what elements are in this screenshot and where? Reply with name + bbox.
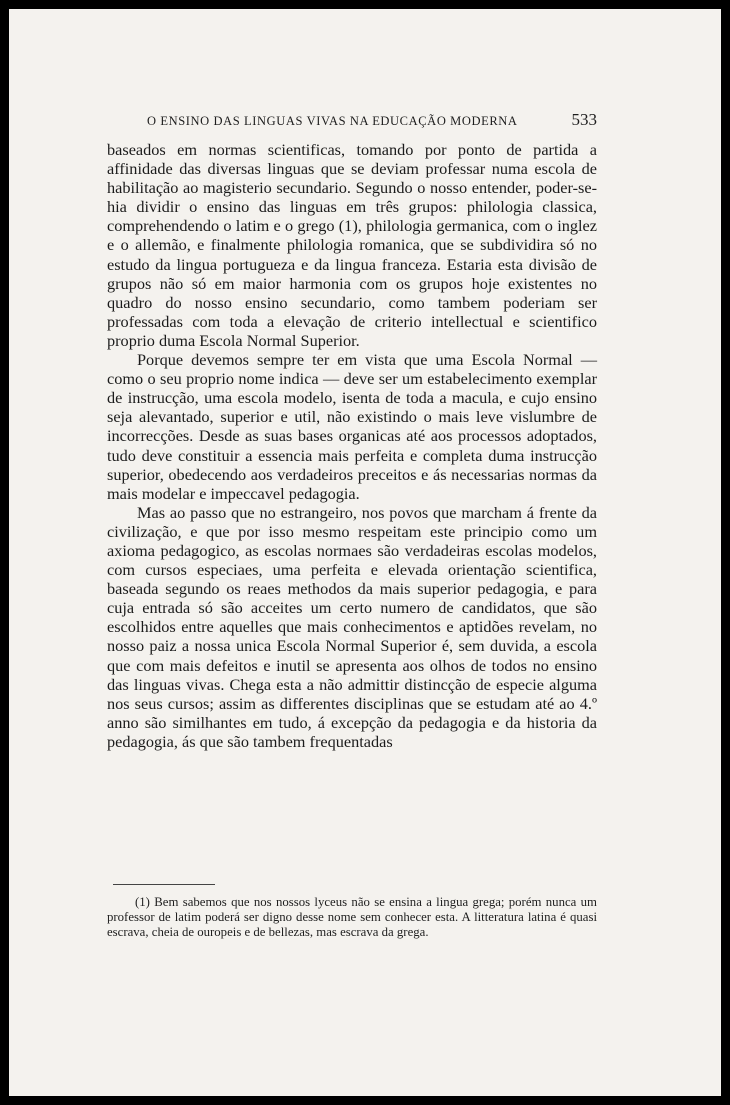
body-text [107, 140, 597, 751]
running-title: O ENSINO DAS LINGUAS VIVAS NA EDUCAÇÃO MODERNA [147, 114, 518, 128]
paragraph-3: Mas ao passo que no estrangeiro, nos povos que marcham á frente da civilização, e que por isso mesmo respeitam este principio como um axioma pedagogico, as escolas normaes são verdadeiras escolas modelos, com cursos especiaes, uma perfeita e elevada orientação scientifica, baseada segundo os reaes methodos da mais superior pedagogia, e para cuja entrada só são acceites um certo numero de candidatos, que são escolhidos entre aquelles que mais conhecimentos e aptidões revelam, no nosso paiz a nossa unica Escola Normal Superior é, sem duvida, a escola que com mais defeitos e inutil se apresenta aos olhos de todos no ensino das linguas vivas. Chega esta a não admittir distincção de especie alguma nos seus cursos; assim as differentes disciplinas que se estudam até ao 4.º anno são similhantes em tudo, á excepção da pedagogia e da historia da pedagogia, ás que são tambem frequentadas [107, 502, 597, 751]
book-page [9, 9, 721, 1096]
footnote: (1) Bem sabemos que nos nossos lyceus não se ensina a lingua grega; porém nunca um professor de latim poderá ser digno desse nome sem conhecer esta. A litteratura latina é quasi escrava, cheia de ouropeis e de bellezas, mas escrava da grega. [107, 895, 597, 940]
page-number: 533 [571, 110, 597, 129]
footnote-separator [113, 884, 215, 885]
paragraph-2: Porque devemos sempre ter em vista que uma Escola Normal — como o seu proprio nome indica — deve ser um estabelecimento exemplar de instrucção, uma escola modelo, isenta de toda a macula, e cujo ensino seja alevantado, superior e util, não existindo o mais leve vislumbre de incorrecções. Desde as suas bases organicas até aos processos adoptados, tudo deve constituir a essencia mais perfeita e completa duma instrucção superior, obedecendo aos verdadeiros preceitos e ás necessarias normas da mais modelar e impeccavel pedagogia. [107, 350, 597, 503]
paragraph-1: baseados em normas scientificas, tomando por ponto de partida a affinidade das diversas linguas que se deviam professar numa escola de habilitação ao magisterio secundario. Segundo o nosso entender, poder-se-hia dividir o ensino das linguas em três grupos: philologia classica, comprehendendo o latim e o grego (1), philologia germanica, com o inglez e o allemão, e finalmente philologia romanica, que se subdividira só no estudo da lingua portugueza e da lingua franceza. Estaria esta divisão de grupos não só em maior harmonia com os grupos hoje existentes no quadro do nosso ensino secundario, como tambem poderiam ser professadas com toda a elevação de criterio intellectual e scientifico proprio duma Escola Normal Superior. [107, 140, 597, 350]
page-header [147, 110, 597, 130]
